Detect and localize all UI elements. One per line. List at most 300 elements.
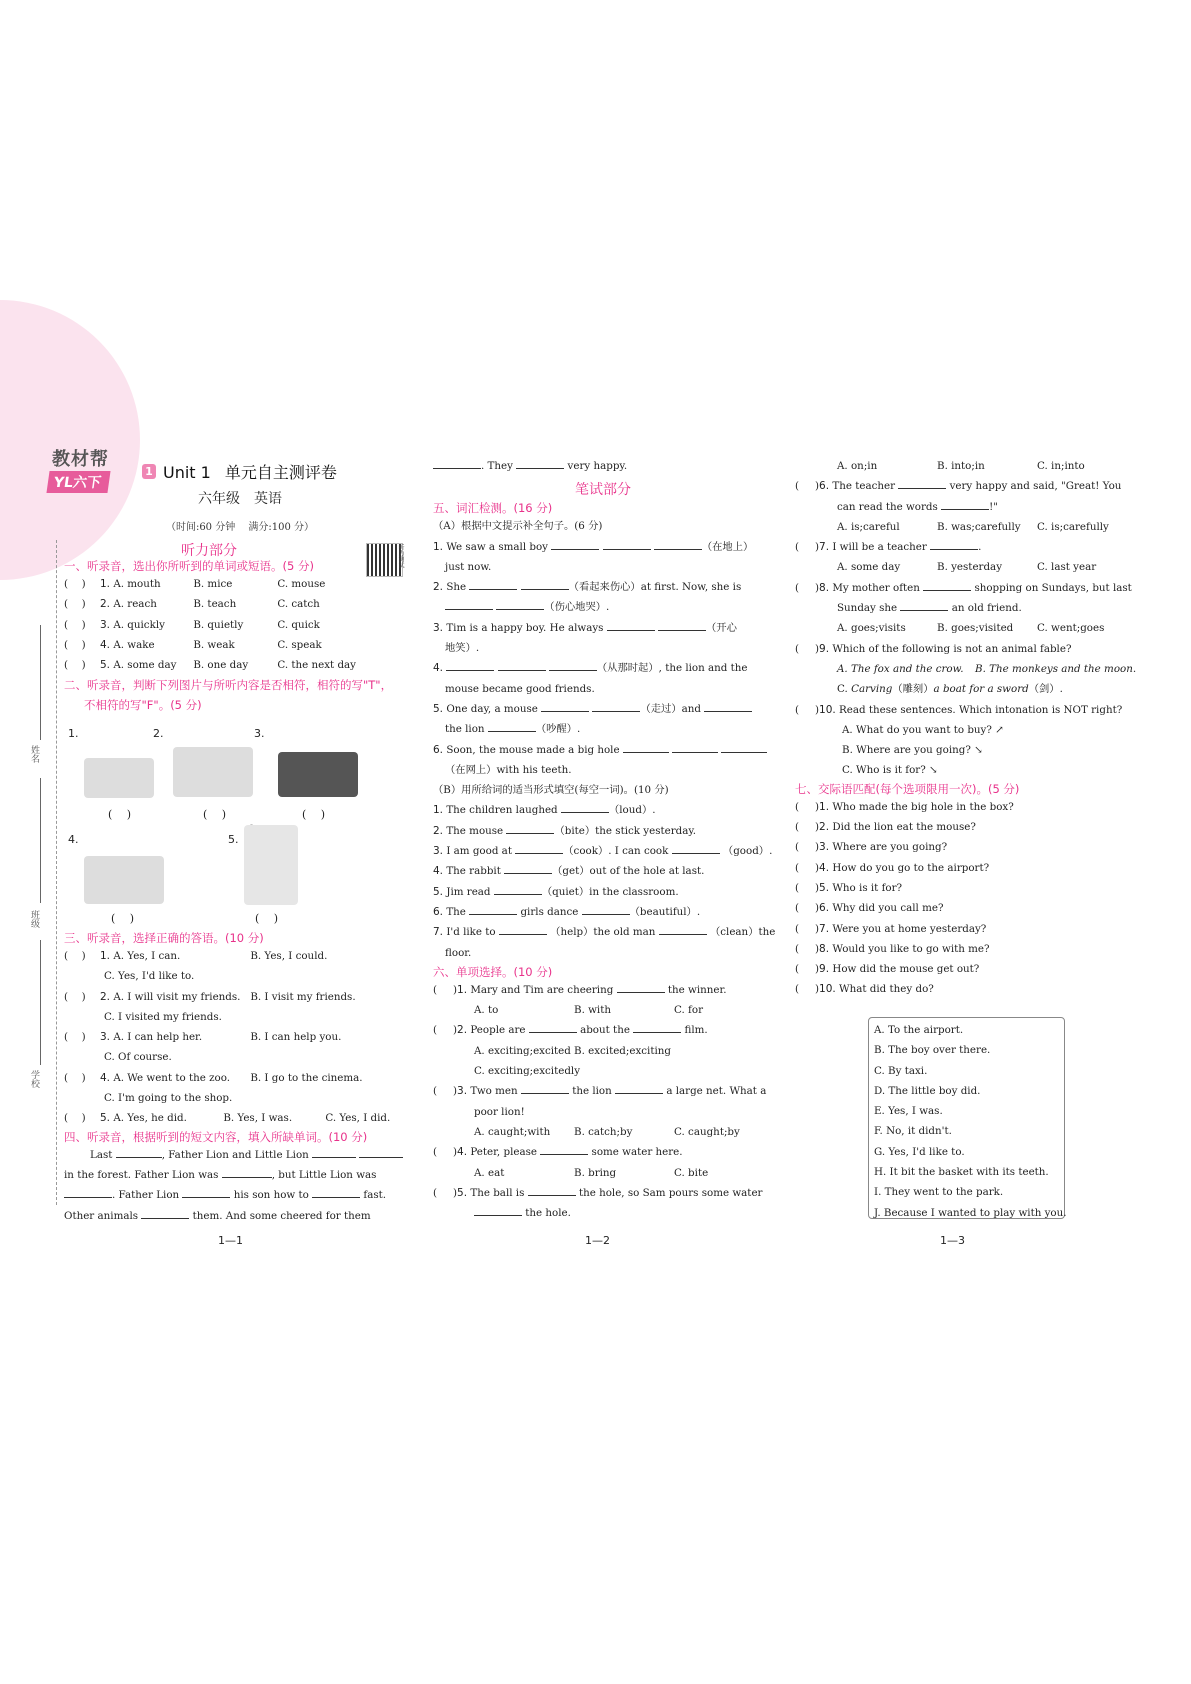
option-c: C. catch <box>277 598 320 611</box>
picture-monkeys-climbing-tree <box>244 825 298 905</box>
section-2-title: 二、听录音，判断下列图片与所听内容是否相符，相符的写"T"， <box>64 678 393 693</box>
text: some water here. <box>591 1146 683 1159</box>
text: , but Little Lion was <box>271 1168 377 1181</box>
q-num: 6. <box>433 905 444 918</box>
text: The teacher <box>832 480 895 493</box>
page-number: 1—2 <box>585 1234 610 1247</box>
blank[interactable] <box>474 1203 522 1216</box>
option-c: C. Yes, I did. <box>325 1112 391 1125</box>
text: My mother often <box>832 581 920 594</box>
text: The <box>446 905 466 918</box>
blank[interactable] <box>529 1020 577 1033</box>
blank[interactable] <box>515 841 563 854</box>
option-c: C. I visited my friends. <box>104 1010 222 1023</box>
q-num: 4. <box>100 638 111 651</box>
q-num: 5. <box>819 881 830 894</box>
blank[interactable] <box>469 902 517 915</box>
option-b: B. one day <box>193 659 249 672</box>
option-c: C. for <box>674 1004 703 1017</box>
text: . <box>978 541 982 554</box>
option-a: A. I will visit my friends. <box>113 990 241 1003</box>
column-1 <box>64 540 384 560</box>
blank[interactable] <box>494 882 542 895</box>
option-b: B. mice <box>193 578 233 590</box>
hint: （在地上） <box>701 540 754 553</box>
option-c: C. last year <box>1037 561 1097 574</box>
option-b: B. into;in <box>937 460 985 472</box>
blank[interactable] <box>898 476 946 489</box>
blank[interactable] <box>116 1145 162 1158</box>
name-field[interactable] <box>40 625 41 740</box>
q-num: 10. <box>819 703 836 716</box>
option-c: C. quick <box>277 618 320 631</box>
blank[interactable] <box>930 537 978 550</box>
hint: （走过）and <box>640 702 701 715</box>
answer-slot[interactable]: ( <box>795 841 810 854</box>
question-row <box>433 800 773 820</box>
blank[interactable] <box>923 578 971 591</box>
q-num: 6. <box>433 743 444 756</box>
blank[interactable] <box>521 577 569 590</box>
blank[interactable] <box>941 497 989 510</box>
section-5a-title: （A）根据中文提示补全句子。(6 分) <box>433 520 603 533</box>
text: Did the lion eat the mouse? <box>832 821 976 834</box>
blank[interactable] <box>672 841 720 854</box>
blank[interactable] <box>659 922 707 935</box>
picture-number: 2. <box>153 727 164 740</box>
hint: （看起来伤心）at first. Now, she is <box>568 581 742 594</box>
text: We saw a small boy <box>446 540 548 553</box>
corner-decoration <box>0 300 140 580</box>
option-c: C. Yes, I'd like to. <box>104 970 195 983</box>
answer-slot[interactable]: ( <box>795 983 810 996</box>
question-row <box>433 922 776 942</box>
answer-option: C. By taxi. <box>874 1064 928 1077</box>
blank[interactable] <box>64 1185 112 1198</box>
option-a: A. is;careful <box>837 520 900 533</box>
column-2 <box>433 456 776 1223</box>
text: Other animals <box>64 1209 139 1222</box>
option-a: A. to <box>474 1004 499 1017</box>
answer-slot[interactable]: ( ) <box>64 578 86 590</box>
option-a: A. We went to the zoo. <box>113 1071 231 1084</box>
question-row-cont <box>433 1203 773 1223</box>
answer-slot[interactable]: ( <box>795 881 810 894</box>
blank[interactable] <box>312 1145 356 1158</box>
blank[interactable] <box>469 577 517 590</box>
option-b: B. catch;by <box>574 1125 633 1138</box>
q-num: 3. <box>819 841 830 854</box>
q-num: 4. <box>819 861 830 874</box>
q-num: 8. <box>819 942 830 955</box>
text: People are <box>470 1024 526 1037</box>
q-num: 8. <box>819 581 830 594</box>
match-row: ( )6. Why did you call me? <box>795 898 1145 918</box>
question-row <box>64 635 394 655</box>
answer-slot[interactable]: ( ) <box>111 912 135 925</box>
blank[interactable] <box>607 618 655 631</box>
text: girls dance <box>520 905 579 918</box>
option-c: C. the next day <box>277 659 356 672</box>
question-row <box>433 699 773 719</box>
picture-boy-on-sofa <box>84 758 154 798</box>
question-row <box>433 841 773 861</box>
option-c: C. speak <box>277 638 322 651</box>
answer-slot[interactable]: ( ) <box>302 808 326 821</box>
text: （雕刻） <box>892 683 934 696</box>
match-row: ( )4. How do you go to the airport? <box>795 858 1145 878</box>
text: fast. <box>363 1189 387 1202</box>
text: Sunday she <box>837 602 898 615</box>
question-row <box>433 821 773 841</box>
section-3 <box>64 930 394 1226</box>
blank[interactable] <box>506 821 554 834</box>
text: mouse became good friends. <box>445 682 595 695</box>
text: the lion <box>572 1085 612 1098</box>
blank[interactable] <box>141 1206 189 1219</box>
question-row <box>64 594 394 614</box>
blank[interactable] <box>633 1020 681 1033</box>
section-1-title: 一、听录音，选出你所听到的单词或短语。(5 分) <box>64 559 314 573</box>
blank[interactable] <box>900 598 948 611</box>
section-7-title: 七、交际语匹配(每个选项限用一次)。(5 分) <box>795 781 1020 796</box>
answer-option: G. Yes, I'd like to. <box>874 1145 965 1158</box>
answer-slot[interactable]: ( <box>433 1186 448 1199</box>
q-num: 2. <box>100 990 111 1003</box>
question-row: ( )7. I will be a teacher . <box>795 537 1145 557</box>
q-num: 3. <box>457 1085 468 1098</box>
listening-part-title: 听力部分 <box>181 543 237 559</box>
text: I'd like to <box>446 926 496 939</box>
option-a: A. caught;with <box>474 1125 551 1138</box>
option-a: A. Yes, he did. <box>113 1112 187 1125</box>
answer-slot[interactable]: ( <box>795 703 810 716</box>
q-num: 1. <box>433 540 444 553</box>
blank[interactable] <box>496 597 544 610</box>
answer-slot[interactable]: ( <box>433 1146 448 1159</box>
answer-slot[interactable]: ( ) <box>203 808 227 821</box>
blank[interactable] <box>603 537 651 550</box>
text: Tim is a happy boy. He always <box>446 621 604 634</box>
q-num: 3. <box>100 1031 111 1044</box>
q-num: 4. <box>457 1146 468 1159</box>
text: One day, a mouse <box>446 702 538 715</box>
answer-slot[interactable]: ( <box>433 983 448 996</box>
answer-slot[interactable]: ( <box>433 1024 448 1037</box>
question-row <box>64 987 394 1007</box>
q-num: 1. <box>433 804 444 817</box>
q-num: 1. <box>819 800 830 813</box>
text: the hole. <box>525 1207 571 1220</box>
blank[interactable] <box>672 740 718 753</box>
answer-option: B. The boy over there. <box>874 1044 991 1057</box>
blank[interactable] <box>446 658 494 671</box>
question-row <box>433 902 773 922</box>
options-row <box>433 1041 773 1061</box>
q-num: 2. <box>457 1024 468 1037</box>
text: Which of the following is not an animal fable? <box>832 642 1072 655</box>
answer-slot[interactable]: ( <box>795 963 810 976</box>
blank[interactable] <box>445 597 493 610</box>
question-row: ( )10. Read these sentences. Which intonation is NOT right? <box>795 700 1145 720</box>
question-row: ( )3. Two men the lion a large net. What a <box>433 1081 773 1101</box>
q-num: 2. <box>433 581 444 594</box>
question-row <box>433 861 773 881</box>
option-a: A. I can help her. <box>113 1031 203 1044</box>
text: can read the words <box>837 500 938 513</box>
question-row-cont <box>795 598 1145 618</box>
blank[interactable] <box>561 800 609 813</box>
text: （bite）the stick yesterday. <box>554 824 697 837</box>
text: a large net. What a <box>666 1085 767 1098</box>
answer-slot[interactable]: ( ) <box>64 990 86 1003</box>
blank[interactable] <box>551 537 599 550</box>
text: What did they do? <box>839 983 934 996</box>
hint: （开心 <box>706 621 737 634</box>
option-c: C. exciting;excitedly <box>474 1065 581 1078</box>
brand-tag: YL六下 <box>46 471 110 493</box>
blank[interactable] <box>541 699 589 712</box>
q-num: 3. <box>100 618 111 631</box>
answer-slot[interactable]: ( <box>795 800 810 813</box>
section-2-title-cont: 不相符的写"F"。(5 分) <box>84 698 202 713</box>
text: just now. <box>445 560 492 573</box>
unit-badge: 1 <box>142 464 156 479</box>
answer-options-box <box>868 1017 1065 1219</box>
options-row <box>795 456 1145 476</box>
blank[interactable] <box>704 699 752 712</box>
option-b: B. I can help you. <box>250 1031 342 1044</box>
text: !" <box>989 500 998 513</box>
q-num: 7. <box>433 926 444 939</box>
blank[interactable] <box>528 1183 576 1196</box>
school-field[interactable] <box>40 940 41 1065</box>
blank[interactable] <box>658 618 706 631</box>
question-row <box>433 618 773 638</box>
blank[interactable] <box>521 1081 569 1094</box>
section-6-title: 六、单项选择。(10 分) <box>433 964 553 979</box>
blank[interactable] <box>721 740 767 753</box>
answer-option: I. They went to the park. <box>874 1186 1004 1199</box>
blank[interactable] <box>222 1165 272 1178</box>
text: Soon, the mouse made a big hole <box>446 743 620 756</box>
answer-slot[interactable]: ( ) <box>64 618 86 631</box>
q-num: 9. <box>819 642 830 655</box>
text: them. And some cheered for them <box>192 1209 371 1222</box>
options-row <box>433 1163 773 1183</box>
option-b: B. yesterday <box>937 561 1003 574</box>
class-field[interactable] <box>40 778 41 903</box>
blank[interactable] <box>615 1081 663 1094</box>
question-row <box>433 658 773 678</box>
picture-number: 4. <box>68 833 79 846</box>
q-num: 1. <box>457 983 468 996</box>
option-a: A. wake <box>113 638 155 651</box>
answer-slot[interactable]: ( <box>795 821 810 834</box>
options-row <box>795 517 1145 537</box>
answer-slot[interactable]: ( <box>795 861 810 874</box>
option-b: B. bring <box>574 1166 617 1179</box>
passage-line <box>64 1185 394 1205</box>
text: （beautiful）. <box>629 905 701 918</box>
column-3 <box>795 456 1145 1000</box>
question-row <box>64 1108 394 1128</box>
blank[interactable] <box>182 1185 230 1198</box>
question-row: ( )2. People are about the film. <box>433 1020 773 1040</box>
text: floor. <box>445 946 472 959</box>
text: Jim read <box>446 885 491 898</box>
option-b: B. was;carefully <box>937 520 1021 533</box>
binding-line <box>56 540 57 1205</box>
answer-slot[interactable]: ( <box>795 581 810 594</box>
text: She <box>446 581 467 594</box>
q-num: 5. <box>433 702 444 715</box>
q-num: 9. <box>819 963 830 976</box>
option-b: B. Yes, I could. <box>250 950 328 962</box>
q-num: 2. <box>819 821 830 834</box>
blank[interactable] <box>540 1142 588 1155</box>
text: （get）out of the hole at last. <box>552 865 705 878</box>
text: How do you go to the airport? <box>832 861 990 874</box>
blank[interactable] <box>516 456 564 469</box>
option-b: B. excited;exciting <box>574 1044 671 1057</box>
answer-slot[interactable]: ( <box>795 902 810 915</box>
option-a: A. The fox and the crow. <box>837 662 964 675</box>
option-c <box>795 679 1145 699</box>
blank[interactable] <box>592 699 640 712</box>
option-b: B. Yes, I was. <box>223 1112 293 1125</box>
question-row-cont <box>795 497 1145 517</box>
answer-slot[interactable]: ( <box>433 1085 448 1098</box>
option-b: B. teach <box>193 598 237 611</box>
blank[interactable] <box>617 980 665 993</box>
option-b: B. with <box>574 1004 611 1017</box>
text: , Father Lion and Little Lion <box>161 1148 309 1161</box>
q-num: 10. <box>819 983 836 996</box>
match-row: ( )3. Where are you going? <box>795 837 1145 857</box>
text: Why did you call me? <box>832 902 944 915</box>
option-c: C. I'm going to the shop. <box>104 1092 233 1105</box>
answer-slot[interactable]: ( <box>795 922 810 935</box>
answer-slot[interactable]: ( ) <box>64 1031 86 1044</box>
text: I will be a teacher <box>832 541 927 554</box>
question-row <box>64 946 394 966</box>
text: the winner. <box>667 983 727 996</box>
section-1 <box>64 558 394 713</box>
option-b: B. goes;visited <box>937 622 1014 635</box>
option-b: B. I go to the cinema. <box>250 1071 363 1084</box>
answer-slot[interactable]: ( ) <box>64 950 86 962</box>
option-b: B. Where are you going? ↘ <box>842 744 983 757</box>
q-num: 5. <box>457 1186 468 1199</box>
text: （help）the old man <box>550 926 656 939</box>
option-a: A. reach <box>113 598 157 611</box>
answer-slot[interactable]: ( <box>795 541 810 554</box>
options-row <box>795 618 1145 638</box>
answer-slot[interactable]: ( ) <box>64 1112 86 1125</box>
question-row <box>433 537 773 557</box>
answer-option: D. The little boy did. <box>874 1084 981 1097</box>
option-a: A. What do you want to buy? ↗ <box>842 723 1004 736</box>
answer-slot[interactable]: ( ) <box>64 598 86 611</box>
page-number: 1—3 <box>940 1234 965 1247</box>
unit-subtitle: 单元自主测评卷 <box>224 463 337 482</box>
question-row-cont <box>433 597 773 617</box>
blank[interactable] <box>654 537 702 550</box>
option-a: A. Yes, I can. <box>113 950 181 962</box>
blank[interactable] <box>499 922 547 935</box>
unit-title <box>163 460 337 483</box>
q-num: 6. <box>819 902 830 915</box>
question-row: ( )1. Mary and Tim are cheering the winner. <box>433 980 773 1000</box>
time-score: （时间:60 分钟 满分:100 分） <box>165 522 315 533</box>
text: The rabbit <box>446 865 501 878</box>
blank[interactable] <box>549 658 597 671</box>
text: an old friend. <box>951 602 1022 615</box>
section-5-title: 五、词汇检测。(16 分) <box>433 501 553 516</box>
question-row <box>64 615 394 635</box>
blank[interactable] <box>359 1145 403 1158</box>
question-row <box>433 882 773 902</box>
blank[interactable] <box>498 658 546 671</box>
name-label: 姓名 <box>29 745 39 763</box>
question-row: ( )4. Peter, please some water here. <box>433 1142 773 1162</box>
q-num: 5. <box>100 1112 111 1125</box>
passage-line <box>64 1145 394 1165</box>
q-num: 3. <box>433 845 444 858</box>
match-row: ( )5. Who is it for? <box>795 878 1145 898</box>
text: film. <box>684 1024 708 1037</box>
blank[interactable] <box>623 740 669 753</box>
q-num: 2. <box>100 598 111 611</box>
answer-option: A. To the airport. <box>874 1024 964 1036</box>
answer-slot[interactable]: ( ) <box>108 808 132 821</box>
text: very happy. <box>567 460 628 472</box>
option-a: A. mouth <box>113 578 161 590</box>
option-a: A. quickly <box>113 618 165 631</box>
q-num: 1. <box>100 578 111 590</box>
hint: （从那时起）, the lion and the <box>596 662 748 675</box>
text: . Father Lion <box>112 1189 180 1202</box>
answer-slot[interactable]: ( ) <box>64 1071 86 1084</box>
blank[interactable] <box>582 902 630 915</box>
blank[interactable] <box>504 861 552 874</box>
unit-name: Unit 1 <box>163 463 211 482</box>
text: Peter, please <box>470 1146 537 1159</box>
q-num: 4. <box>433 662 444 675</box>
text: C. <box>837 683 852 696</box>
match-row: ( )10. What did they do? <box>795 979 1145 999</box>
q-num: 5. <box>433 885 444 898</box>
passage-line <box>64 1165 394 1185</box>
blank[interactable] <box>312 1185 360 1198</box>
text: Last <box>90 1148 113 1161</box>
question-row <box>64 655 394 675</box>
answer-slot[interactable]: ( <box>795 942 810 955</box>
picture-number: 3. <box>254 727 265 740</box>
answer-slot[interactable]: ( <box>795 642 810 655</box>
question-row <box>64 1027 394 1047</box>
option-b: B. quietly <box>193 618 244 631</box>
answer-slot[interactable]: ( ) <box>64 638 86 651</box>
answer-slot[interactable]: ( ) <box>64 659 86 672</box>
picture-number: 1. <box>68 727 79 740</box>
blank[interactable] <box>488 719 536 732</box>
answer-slot[interactable]: ( <box>795 480 810 493</box>
q-num: 3. <box>433 621 444 634</box>
blank[interactable] <box>433 456 481 469</box>
answer-slot[interactable]: ( ) <box>255 912 279 925</box>
